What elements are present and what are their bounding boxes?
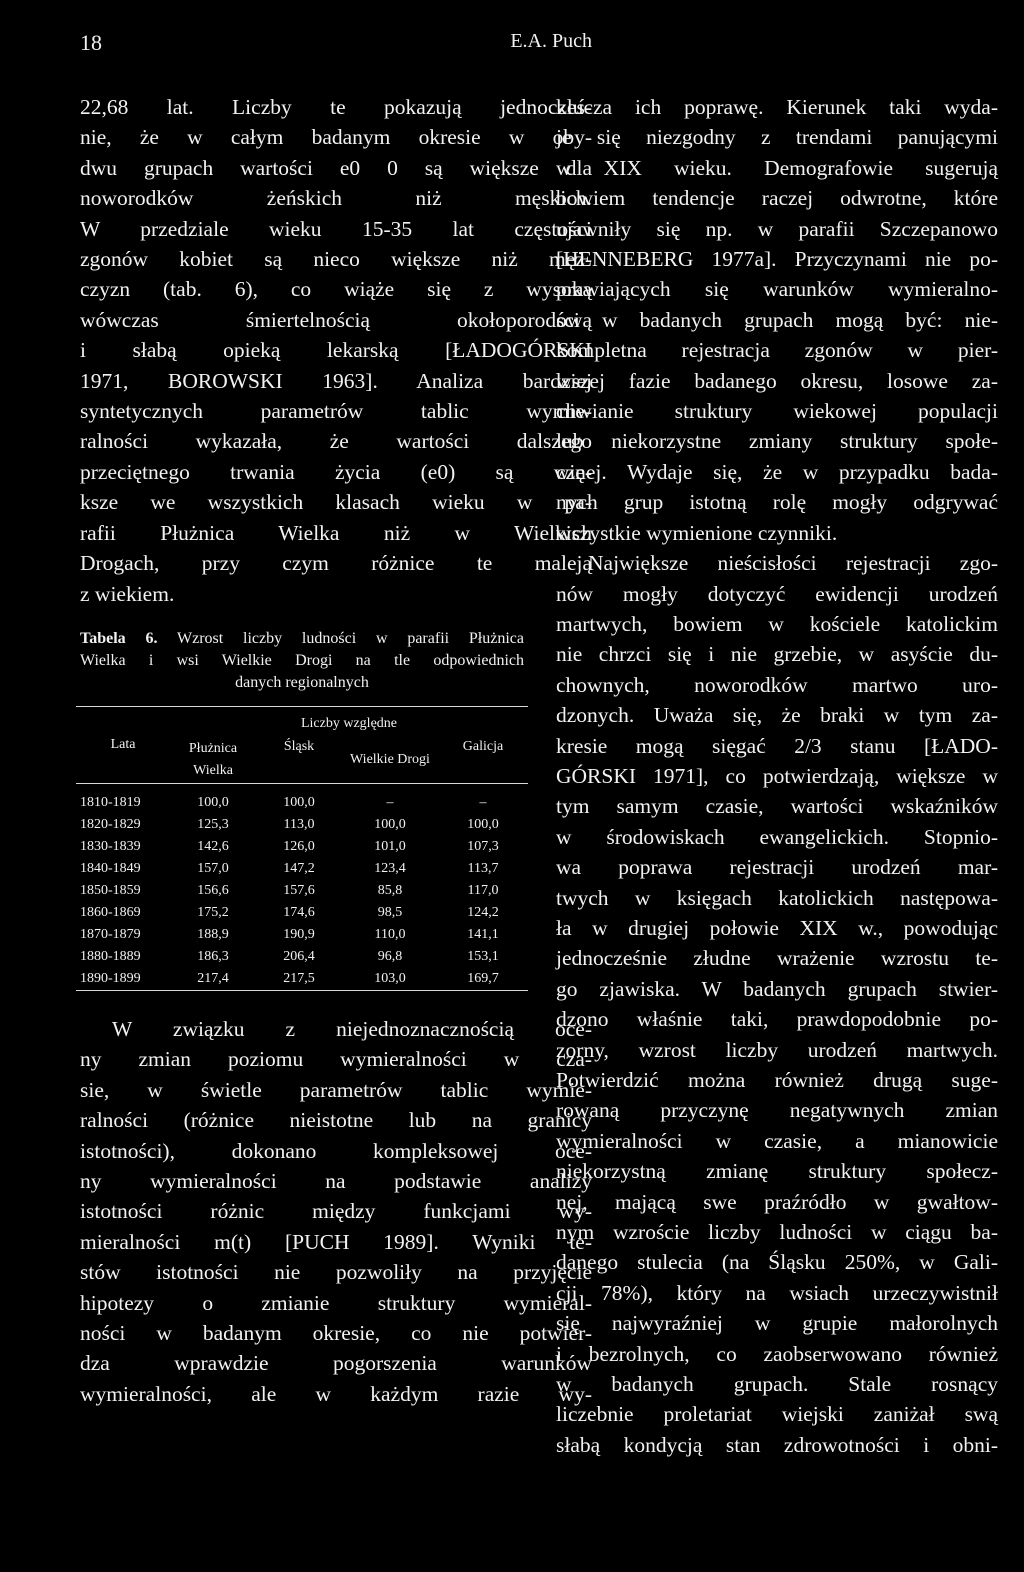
cell-value: 157,6	[283, 883, 315, 898]
cell-value: 190,9	[283, 927, 315, 942]
page-number: 18	[80, 30, 102, 55]
text-line: ności w badanym okresie, co nie potwier-	[80, 1321, 592, 1346]
text-line: Największe nieścisłości rejestracji zgo-	[588, 551, 998, 576]
header-pluznica: Płużnica Wielka	[188, 741, 238, 778]
caption-text: Wzrost liczby ludności w parafii Płużnica	[177, 630, 524, 647]
cell-value: 186,3	[197, 949, 229, 964]
cell-value: 85,8	[377, 883, 403, 898]
cell-lata: 1870-1879	[80, 927, 141, 942]
text-line: cznej. Wydaje się, że w przypadku bada-	[556, 459, 998, 484]
text-line: GÓRSKI 1971], co potwierdzają, większe w	[556, 763, 998, 788]
caption-label: Tabela 6.	[80, 630, 158, 647]
header-slask: Śląsk	[283, 739, 315, 754]
text-line: ujawniły się np. w parafii Szczepanowo	[556, 216, 998, 241]
text-line: nych grup istotną rolę mogły odgrywać	[556, 490, 998, 515]
text-line: hipotezy o zmianie struktury wymieral-	[80, 1290, 592, 1315]
text-line: w XIX wieku. Demografowie sugerują	[556, 155, 998, 180]
text-line: Potwierdzić można również drugą suge-	[556, 1068, 998, 1092]
text-line: z wiekiem.	[80, 581, 175, 606]
text-line: go zjawiska. W badanych grupach stwier-	[556, 976, 998, 1001]
text-line: ralności (różnice nieistotne lub na granicy	[80, 1108, 592, 1133]
text-line: i bezrolnych, co zaobserwowano również	[556, 1341, 998, 1366]
cell-value: 169,7	[467, 971, 499, 986]
text-line: W związku z niejednoznacznością oce-	[112, 1017, 592, 1041]
table-row	[76, 924, 528, 946]
left-column-bottom	[80, 1014, 592, 1409]
text-line: ny zmian poziomu wymieralności w cza-	[80, 1047, 592, 1072]
caption-line-2: Wielka i wsi Wielkie Drogi na tle odpowiednich	[80, 652, 524, 669]
text-line: W przedziale wieku 15-35 lat częstości	[80, 216, 592, 241]
cell-value: 141,1	[467, 927, 499, 942]
text-line: noworodków żeńskich niż męskich.	[80, 186, 592, 211]
text-line: dwu grupach wartości e0 0 są większe dla	[80, 155, 592, 180]
cell-lata: 1880-1889	[80, 949, 141, 964]
text-line: [HENNEBERG 1977a]. Przyczynami nie po-	[556, 247, 998, 272]
text-line: nie chrzci się i nie grzebie, w asyście du-	[556, 642, 998, 667]
text-line: kresie mogą sięgać 2/3 stanu [ŁADO-	[556, 733, 998, 758]
table-row	[76, 880, 528, 902]
cell-value: 188,9	[197, 927, 229, 942]
cell-lata: 1820-1829	[80, 817, 141, 832]
text-line: tym samym czasie, wartości wskaźników	[556, 794, 998, 819]
text-line: wymieralności, ale w każdym razie wy-	[80, 1381, 592, 1406]
cell-value: 153,1	[467, 949, 499, 964]
text-line: kompletna rejestracja zgonów w pier-	[556, 338, 998, 363]
cell-value: 100,0	[283, 795, 315, 810]
cell-value: –	[386, 795, 394, 810]
text-line: i słabą opieką lekarską [ŁADOGÓRSKI	[80, 338, 592, 363]
text-line: rafii Płużnica Wielka niż w Wielkich	[80, 520, 592, 545]
text-line: czyzn (tab. 6), co wiąże się z wysoką	[80, 277, 592, 302]
table-row	[76, 946, 528, 968]
text-line: danego stulecia (na Śląsku 250%, w Gali-	[556, 1250, 998, 1275]
text-line: rowaną przyczynę negatywnych zmian	[556, 1098, 998, 1123]
text-line: wówczas śmiertelnością okołoporodową	[80, 307, 592, 332]
text-line: się najwyraźniej w grupie małorolnych	[556, 1311, 998, 1336]
text-line: stów istotności nie pozwoliły na przyjęcie	[80, 1260, 592, 1285]
cell-value: 175,2	[197, 905, 229, 920]
text-line: ralności wykazała, że wartości dalszego	[80, 429, 592, 454]
text-line: w środowiskach ewangelickich. Stopnio-	[556, 824, 998, 849]
text-line: nów mogły dotyczyć ewidencji urodzeń	[556, 581, 998, 606]
text-line: 22,68 lat. Liczby te pokazują jednocześ-	[80, 95, 592, 119]
cell-lata: 1860-1869	[80, 905, 141, 920]
header-lata: Lata	[110, 737, 136, 752]
text-line: ła w drugiej połowie XIX w., powodując	[556, 915, 998, 940]
header-group: Liczby względne	[300, 716, 397, 731]
text-line: sie, w świetle parametrów tablic wymie-	[80, 1077, 592, 1102]
table-row	[76, 858, 528, 880]
cell-lata: 1810-1819	[80, 795, 141, 810]
text-line: chownych, noworodków martwo uro-	[556, 672, 998, 697]
header-wielkie-drogi: Wielkie Drogi	[350, 752, 430, 767]
text-line: lub niekorzystne zmiany struktury społe-	[556, 429, 998, 454]
cell-value: 110,0	[374, 927, 406, 942]
text-line: twych w księgach katolickich następowa-	[556, 885, 998, 910]
text-line: ksze we wszystkich klasach wieku w pa-	[80, 490, 592, 515]
text-line: istotności różnic między funkcjami wy-	[80, 1199, 592, 1224]
table-row	[76, 968, 528, 991]
cell-value: 123,4	[374, 861, 406, 876]
cell-lata: 1840-1849	[80, 861, 141, 876]
table-row	[76, 836, 528, 858]
text-line: dza wprawdzie pogorszenia warunków	[80, 1351, 592, 1376]
text-line: klucza ich poprawę. Kierunek taki wyda-	[556, 95, 998, 119]
cell-lata: 1890-1899	[80, 971, 141, 986]
text-line: je się niezgodny z trendami panującymi	[556, 125, 998, 150]
text-line: cji 78%), który na wsiach urzeczywistnił	[556, 1280, 998, 1305]
text-line: ny wymieralności na podstawie analizy	[80, 1169, 592, 1194]
cell-value: 98,5	[377, 905, 403, 920]
cell-value: 100,0	[467, 817, 499, 832]
text-line: zorny, wzrost liczby urodzeń martwych.	[556, 1037, 998, 1062]
cell-value: 147,2	[283, 861, 315, 876]
text-line: wa poprawa rejestracji urodzeń mar-	[556, 855, 998, 880]
cell-value: 217,5	[283, 971, 315, 986]
cell-value: 156,6	[197, 883, 229, 898]
text-line: wymieralności w czasie, a mianowicie	[556, 1128, 998, 1153]
text-line: słabą kondycją stan zdrowotności i obni-	[556, 1432, 998, 1457]
cell-lata: 1830-1839	[80, 839, 141, 854]
cell-value: 101,0	[374, 839, 406, 854]
text-line: Drogach, przy czym różnice te maleją	[80, 551, 592, 576]
text-line: niekorzystną zmianę struktury społecz-	[556, 1159, 998, 1184]
text-line: istotności), dokonano kompleksowej oce-	[80, 1138, 592, 1163]
table-row	[76, 792, 528, 814]
text-line: martwych, bowiem w kościele katolickim	[556, 611, 998, 636]
cell-value: 124,2	[467, 905, 499, 920]
text-line: wszystkie wymienione czynniki.	[556, 520, 838, 545]
left-column-top	[80, 92, 592, 609]
text-line: zgonów kobiet są nieco większe niż męż-	[80, 247, 592, 272]
cell-value: 103,0	[374, 971, 406, 986]
caption-line-3: danych regionalnych	[235, 674, 369, 691]
caption-line-1	[80, 628, 524, 650]
text-line: syntetycznych parametrów tablic wymie-	[80, 399, 592, 424]
cell-value: 113,7	[467, 861, 499, 876]
cell-lata: 1850-1859	[80, 883, 141, 898]
cell-value: 113,0	[283, 817, 315, 832]
text-line: prawiających się warunków wymieralno-	[556, 277, 998, 302]
cell-value: 142,6	[197, 839, 229, 854]
table-row	[76, 902, 528, 924]
cell-value: –	[479, 795, 487, 810]
text-line: ści w badanych grupach mogą być: nie-	[556, 307, 998, 332]
text-line: przeciętnego trwania życia (e0) są wię-	[80, 459, 592, 484]
text-line: liczebnie proletariat wiejski zaniżał swą	[556, 1402, 998, 1427]
cell-value: 157,0	[197, 861, 229, 876]
text-line: w badanych grupach. Stale rosnący	[556, 1372, 998, 1397]
cell-value: 96,8	[377, 949, 403, 964]
cell-value: 125,3	[197, 817, 229, 832]
table-row	[76, 814, 528, 836]
population-table	[76, 706, 528, 991]
text-line: nym wzroście liczby ludności w ciągu ba-	[556, 1220, 998, 1245]
text-line: jednocześnie złudne wrażenie wzrostu te-	[556, 946, 998, 971]
text-line: mieralności m(t) [PUCH 1989]. Wyniki te-	[80, 1229, 592, 1254]
text-line: dzono właśnie taki, prawdopodobnie po-	[556, 1007, 998, 1032]
running-head: E.A. Puch	[510, 30, 592, 52]
header-galicja: Galicja	[462, 739, 504, 754]
text-line: nie, że w całym badanym okresie w oby-	[80, 125, 592, 150]
page-header	[80, 30, 592, 60]
cell-value: 206,4	[283, 949, 315, 964]
right-column	[556, 92, 998, 1460]
cell-value: 107,3	[467, 839, 499, 854]
cell-value: 126,0	[283, 839, 315, 854]
text-line: dzonych. Uważa się, że braki w tym za-	[556, 703, 998, 728]
cell-value: 100,0	[197, 795, 229, 810]
text-line: chwianie struktury wiekowej populacji	[556, 399, 998, 424]
cell-value: 100,0	[374, 817, 406, 832]
cell-value: 174,6	[283, 905, 315, 920]
cell-value: 117,0	[467, 883, 499, 898]
text-line: 1971, BOROWSKI 1963]. Analiza bardziej	[80, 368, 592, 393]
text-line: bowiem tendencje raczej odwrotne, które	[556, 186, 998, 211]
cell-value: 217,4	[197, 971, 229, 986]
text-line: nej, mającą swe praźródło w gwałtow-	[556, 1189, 998, 1214]
text-line: wszej fazie badanego okresu, losowe za-	[556, 368, 998, 393]
table-caption	[80, 628, 524, 694]
